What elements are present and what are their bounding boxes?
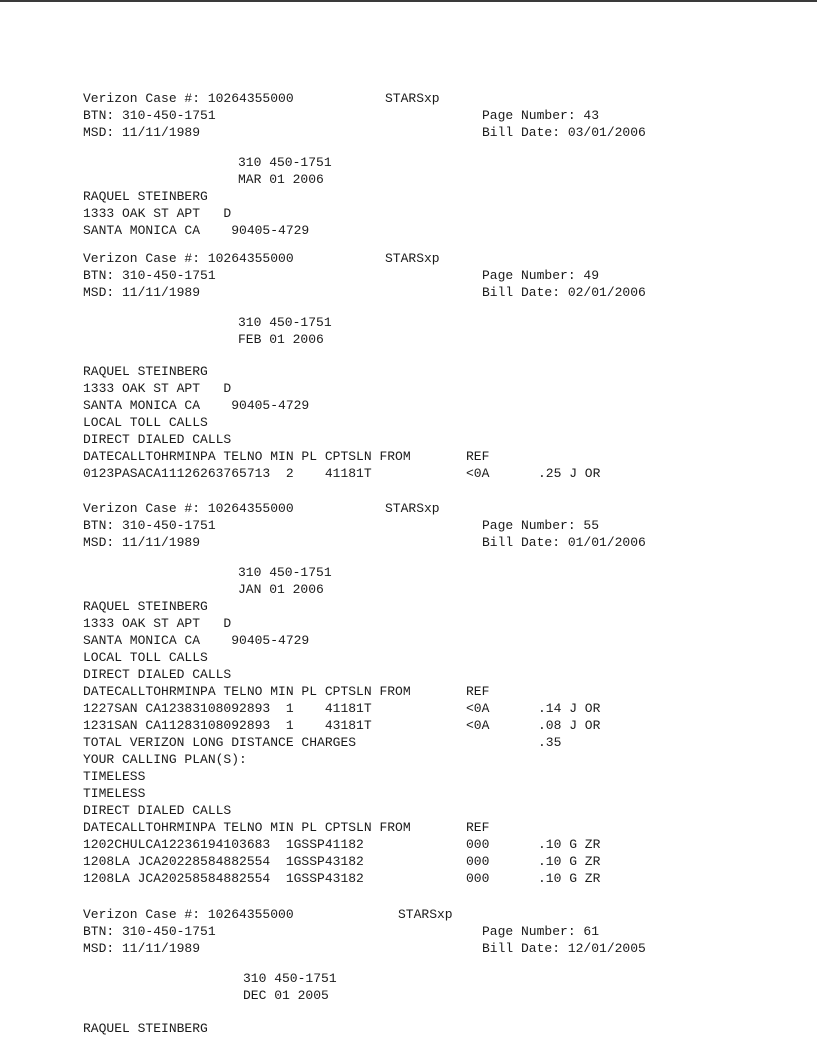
call-amount: .14 J OR	[538, 701, 601, 716]
btn: BTN: 310-450-1751	[83, 518, 216, 533]
total-amount: .35	[538, 735, 562, 750]
plan-line: DIRECT DIALED CALLS	[83, 803, 232, 818]
plan-line: TIMELESS	[83, 786, 146, 801]
table-header-ref: REF	[466, 449, 490, 464]
address-line: 1333 OAK ST APT D	[83, 206, 232, 221]
address-line: RAQUEL STEINBERG	[83, 1021, 208, 1036]
msd: MSD: 11/11/1989	[83, 941, 201, 956]
statement-date: FEB 01 2006	[238, 332, 324, 347]
section-label: DIRECT DIALED CALLS	[83, 667, 232, 682]
section-label: DIRECT DIALED CALLS	[83, 432, 232, 447]
address-line: 1333 OAK ST APT D	[83, 381, 232, 396]
call-row: 1227SAN CA12383108092893 1 41181T	[83, 701, 372, 716]
bill-date: Bill Date: 03/01/2006	[482, 125, 646, 140]
plan-line: YOUR CALLING PLAN(S):	[83, 752, 247, 767]
bill-date: Bill Date: 12/01/2005	[482, 941, 646, 956]
address-line: SANTA MONICA CA 90405-4729	[83, 223, 310, 238]
section-label: LOCAL TOLL CALLS	[83, 650, 208, 665]
table-header: DATECALLTOHRMINPA TELNO MIN PL CPTSLN FROM	[83, 449, 411, 464]
system-name: STARSxp	[385, 251, 440, 266]
page-number: Page Number: 43	[482, 108, 600, 123]
system-name: STARSxp	[385, 501, 440, 516]
btn: BTN: 310-450-1751	[83, 108, 216, 123]
call-row: 1202CHULCA12236194103683 1GSSP41182	[83, 837, 364, 852]
call-ref: <0A	[466, 718, 490, 733]
call-amount: .08 J OR	[538, 718, 601, 733]
call-row: 1208LA JCA20228584882554 1GSSP43182	[83, 854, 364, 869]
btn: BTN: 310-450-1751	[83, 924, 216, 939]
address-line: RAQUEL STEINBERG	[83, 189, 208, 204]
statement-date: DEC 01 2005	[243, 988, 329, 1003]
system-name: STARSxp	[398, 907, 453, 922]
statement-date: JAN 01 2006	[238, 582, 324, 597]
bill-date: Bill Date: 01/01/2006	[482, 535, 646, 550]
call-amount: .10 G ZR	[538, 837, 601, 852]
table-header: DATECALLTOHRMINPA TELNO MIN PL CPTSLN FROM	[83, 820, 411, 835]
page-number: Page Number: 55	[482, 518, 600, 533]
phone-number: 310 450-1751	[243, 971, 337, 986]
call-ref: <0A	[466, 466, 490, 481]
btn: BTN: 310-450-1751	[83, 268, 216, 283]
phone-number: 310 450-1751	[238, 315, 332, 330]
address-line: RAQUEL STEINBERG	[83, 599, 208, 614]
call-amount: .10 G ZR	[538, 871, 601, 886]
address-line: SANTA MONICA CA 90405-4729	[83, 633, 310, 648]
table-header-ref: REF	[466, 684, 490, 699]
bill-date: Bill Date: 02/01/2006	[482, 285, 646, 300]
call-amount: .10 G ZR	[538, 854, 601, 869]
call-ref: 000	[466, 871, 490, 886]
call-ref: 000	[466, 854, 490, 869]
case-number: Verizon Case #: 10264355000	[83, 251, 294, 266]
case-number: Verizon Case #: 10264355000	[83, 907, 294, 922]
page-number: Page Number: 49	[482, 268, 600, 283]
system-name: STARSxp	[385, 91, 440, 106]
section-label: LOCAL TOLL CALLS	[83, 415, 208, 430]
total-label: TOTAL VERIZON LONG DISTANCE CHARGES	[83, 735, 357, 750]
call-row: 0123PASACA11126263765713 2 41181T	[83, 466, 372, 481]
phone-number: 310 450-1751	[238, 565, 332, 580]
page-number: Page Number: 61	[482, 924, 600, 939]
address-line: RAQUEL STEINBERG	[83, 364, 208, 379]
case-number: Verizon Case #: 10264355000	[83, 91, 294, 106]
call-ref: <0A	[466, 701, 490, 716]
msd: MSD: 11/11/1989	[83, 125, 201, 140]
table-header: DATECALLTOHRMINPA TELNO MIN PL CPTSLN FROM	[83, 684, 411, 699]
case-number: Verizon Case #: 10264355000	[83, 501, 294, 516]
call-row: 1231SAN CA11283108092893 1 43181T	[83, 718, 372, 733]
msd: MSD: 11/11/1989	[83, 285, 201, 300]
call-ref: 000	[466, 837, 490, 852]
statement-date: MAR 01 2006	[238, 172, 324, 187]
plan-line: TIMELESS	[83, 769, 146, 784]
table-header-ref: REF	[466, 820, 490, 835]
phone-number: 310 450-1751	[238, 155, 332, 170]
msd: MSD: 11/11/1989	[83, 535, 201, 550]
address-line: 1333 OAK ST APT D	[83, 616, 232, 631]
address-line: SANTA MONICA CA 90405-4729	[83, 398, 310, 413]
call-row: 1208LA JCA20258584882554 1GSSP43182	[83, 871, 364, 886]
call-amount: .25 J OR	[538, 466, 601, 481]
